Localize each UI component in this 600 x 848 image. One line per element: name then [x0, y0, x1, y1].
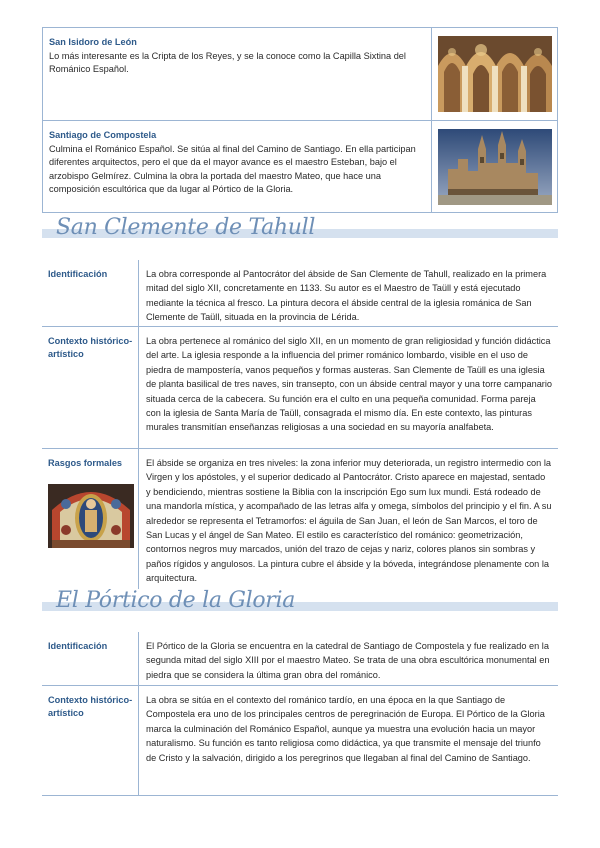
table-row	[42, 632, 558, 686]
row-label: Contexto histórico-artístico	[42, 686, 139, 795]
row-label: Identificación	[42, 632, 139, 685]
section-table	[42, 260, 558, 589]
table-row	[42, 28, 558, 121]
row-body: La obra corresponde al Pantocrátor del ábside de San Clemente de Tahull, realizado en la primera mitad del siglo XII, concretamente en 1133. Su autor es el Maestro de Taüll y está ejecutado mediante la técnica al fresco. La pintura decora el ábside central de la iglesia románica de San Clemente de Taüll, situada en la provincia de Lérida.	[146, 269, 547, 323]
row-label: Identificación	[42, 260, 139, 326]
row-label-cell	[42, 449, 139, 589]
section-title: El Pórtico de la Gloria	[56, 588, 296, 613]
row-body: El ábside se organiza en tres niveles: la zona inferior muy deteriorada, un registro intermedio con la Virgen y los apóstoles, y el superior dedicado al Pantocrátor. Cristo aparece en majestad, sentado y bendiciendo, mientras sostiene la Biblia con la inscripción Ego sum lux mundi. Está rodeado de una mandorla mística, y acompañado de las letras alfa y omega, símbolos del principio y el fin. A su alrededor se representa el Tetramorfos: el águila de San Juan, el león de San Marcos, el toro de San Lucas y el ángel de San Mateo. El estilo es característico del románico: geometrización, contornos negros muy marcados, unión del trazo de cejas y nariz, colores planos sin sombras y paños rígidos y angulosos. La pintura cubre el ábside y la bóveda, integrándose plenamente con la arquitectura.	[146, 458, 552, 584]
row-body: El Pórtico de la Gloria se encuentra en la catedral de Santiago de Compostela y fue realizado en la segunda mitad del siglo XIII por el maestro Mateo. Se trata de una obra escultórica monumental en piedra que se considera la última gran obra del románico.	[146, 641, 550, 680]
top-table	[42, 27, 558, 213]
row-title: San Isidoro de León	[49, 37, 137, 47]
image-cell	[432, 121, 558, 212]
section-heading	[42, 212, 558, 242]
table-row	[42, 121, 558, 213]
image-cell	[432, 28, 558, 120]
table-row	[42, 449, 558, 589]
row-body: La obra pertenece al románico del siglo XII, en un momento de gran religiosidad y función didáctica del arte. La iglesia responde a la influencia del primer románico lombardo, visible en el uso de piedra de mampostería, vanos pequeños y formas austeras. San Clemente de Taüll es una iglesia de planta basilical de tres naves, sin transepto, con un ábside central mayor y una torre campanario situada cerca de la cabecera. Su función era el culto en una pequeña comunidad. Forma pareja con la iglesia de Santa María de Taüll, consagrada el mismo día. En este contexto, las pinturas murales transmitían enseñanzas religiosas a una sociedad en su mayoría analfabeta.	[146, 336, 553, 433]
crypt-photo	[438, 36, 552, 112]
cathedral-photo	[438, 129, 552, 205]
section-heading	[42, 585, 558, 615]
cell-text	[42, 28, 432, 120]
section-table	[42, 632, 558, 796]
row-text: Culmina el Románico Español. Se sitúa al final del Camino de Santiago. En ella participan diferentes arquitectos, pero el que da el mayor avance es el maestro Esteban, bajo el arzobispo Gelmírez. Culmina la obra la portada del maestro Mateo, que hace una composición escultórica que da lugar al Pórtico de la Gloria.	[49, 143, 416, 194]
table-row	[42, 260, 558, 327]
cell-text	[42, 121, 432, 212]
row-body: La obra se sitúa en el contexto del románico tardío, en una época en la que Santiago de Compostela era uno de los principales centros de peregrinación de Europa. El Pórtico de la Gloria marca la culminación del Románico Español, aunque ya muestra una evolución hacia un mayor naturalismo. Su función es tanto religiosa como didáctica, ya que transmite el mensaje del triunfo de Cristo y la salvación, dirigido a los peregrinos que llegaban al final del Camino de Santiago.	[146, 695, 545, 763]
table-row	[42, 686, 558, 796]
section-title: San Clemente de Tahull	[56, 215, 316, 240]
row-title: Santiago de Compostela	[49, 130, 157, 140]
pantocrator-image	[48, 484, 134, 552]
row-label: Contexto histórico-artístico	[42, 327, 139, 448]
row-label: Rasgos formales	[48, 458, 123, 468]
pantocrator-painting	[48, 484, 134, 548]
table-row	[42, 327, 558, 449]
row-text: Lo más interesante es la Cripta de los Reyes, y se la conoce como la Capilla Sixtina del Románico Español.	[49, 50, 406, 74]
